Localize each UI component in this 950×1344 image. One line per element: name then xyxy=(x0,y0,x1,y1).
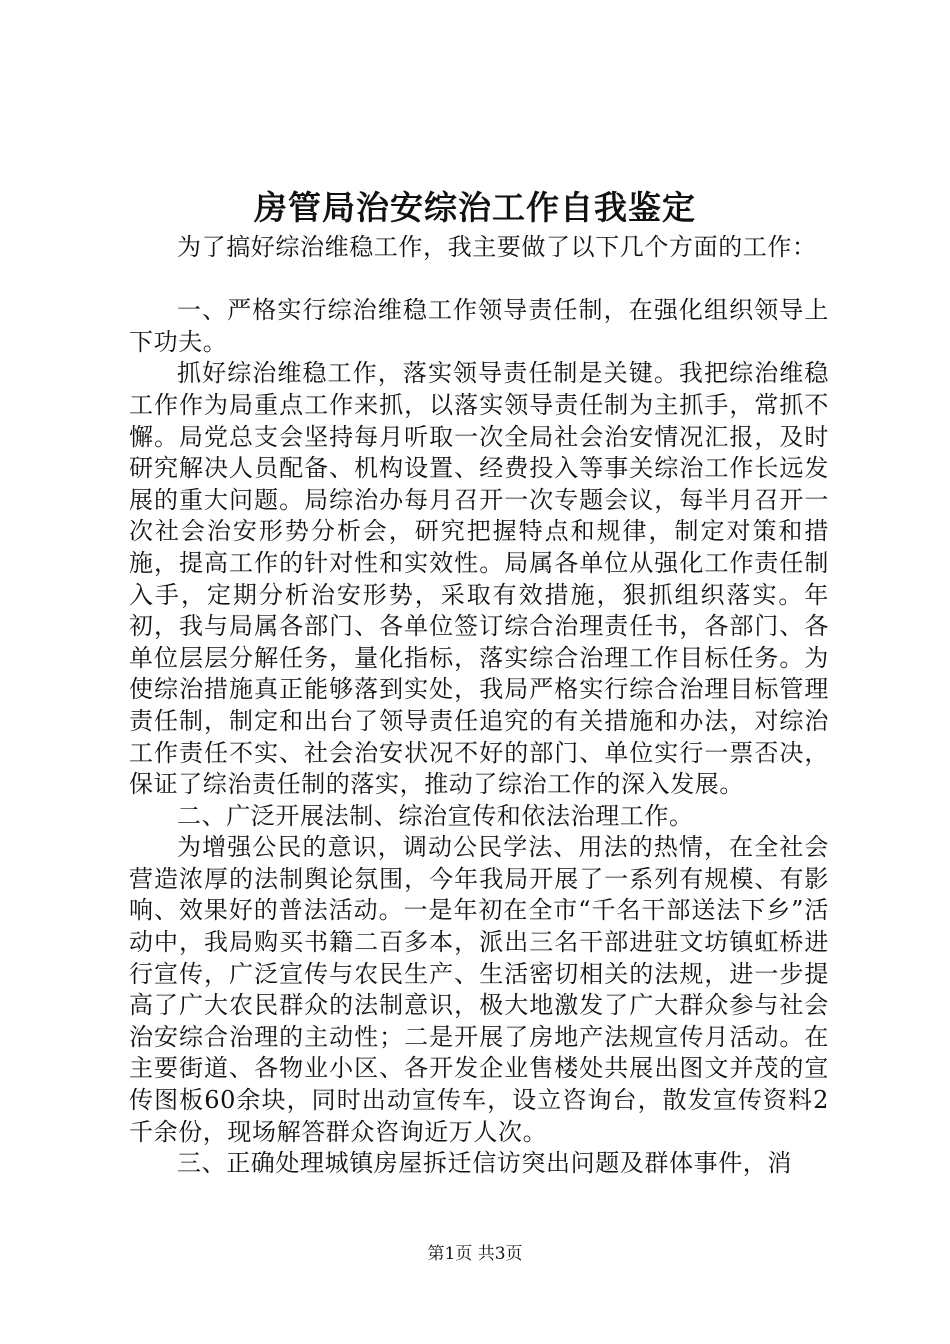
section-1-paragraph: 抓好综治维稳工作，落实领导责任制是关键。我把综治维稳工作作为局重点工作来抓，以落实领导责任制为主抓手，常抓不懈。局党总支会坚持每月听取一次全局社会治安情况汇报，及时研究解决人员配备、机构设置、经费投入等事关综治工作长远发展的重大问题。局综治办每月召开一次专题会议，每半月召开一次社会治安形势分析会，研究把握特点和规律，制定对策和措施，提高工作的针对性和实效性。局属各单位从强化工作责任制入手，定期分析治安形势，采取有效措施，狠抓组织落实。年初，我与局属各部门、各单位签订综合治理责任书，各部门、各单位层层分解任务，量化指标，落实综合治理工作目标任务。为使综治措施真正能够落到实处，我局严格实行综合治理目标管理责任制，制定和出台了领导责任追究的有关措施和办法，对综治工作责任不实、社会治安状况不好的部门、单位实行一票否决，保证了综治责任制的落实，推动了综治工作的深入发展。 xyxy=(129,359,829,799)
section-1-heading: 一、严格实行综治维稳工作领导责任制，在强化组织领导上下功夫。 xyxy=(129,296,829,356)
section-3-heading: 三、正确处理城镇房屋拆迁信访突出问题及群体事件，消 xyxy=(177,1149,792,1178)
intro-paragraph: 为了搞好综治维稳工作，我主要做了以下几个方面的工作： xyxy=(177,233,817,261)
document-body xyxy=(129,232,829,1180)
section-2-paragraph: 为增强公民的意识，调动公民学法、用法的热情，在全社会营造浓厚的法制舆论氛围，今年我局开展了一系列有规模、有影响、效果好的普法活动。一是年初在全市“千名干部送法下乡”活动中，我局购买书籍二百多本，派出三名干部进驻文坊镇虹桥进行宣传，广泛宣传与农民生产、生活密切相关的法规，进一步提高了广大农民群众的法制意识，极大地激发了广大群众参与社会治安综合治理的主动性；二是开展了房地产法规宣传月活动。在主要街道、各物业小区、各开发企业售楼处共展出图文并茂的宣传图板60余块，同时出动宣传车，设立咨询台，散发宣传资料2千余份，现场解答群众咨询近万人次。 xyxy=(129,833,829,1146)
document-title: 房管局治安综治工作自我鉴定 xyxy=(254,188,696,227)
page-footer: 第1页 共3页 xyxy=(427,1244,523,1264)
section-2-heading: 二、广泛开展法制、综治宣传和依法治理工作。 xyxy=(177,801,694,830)
